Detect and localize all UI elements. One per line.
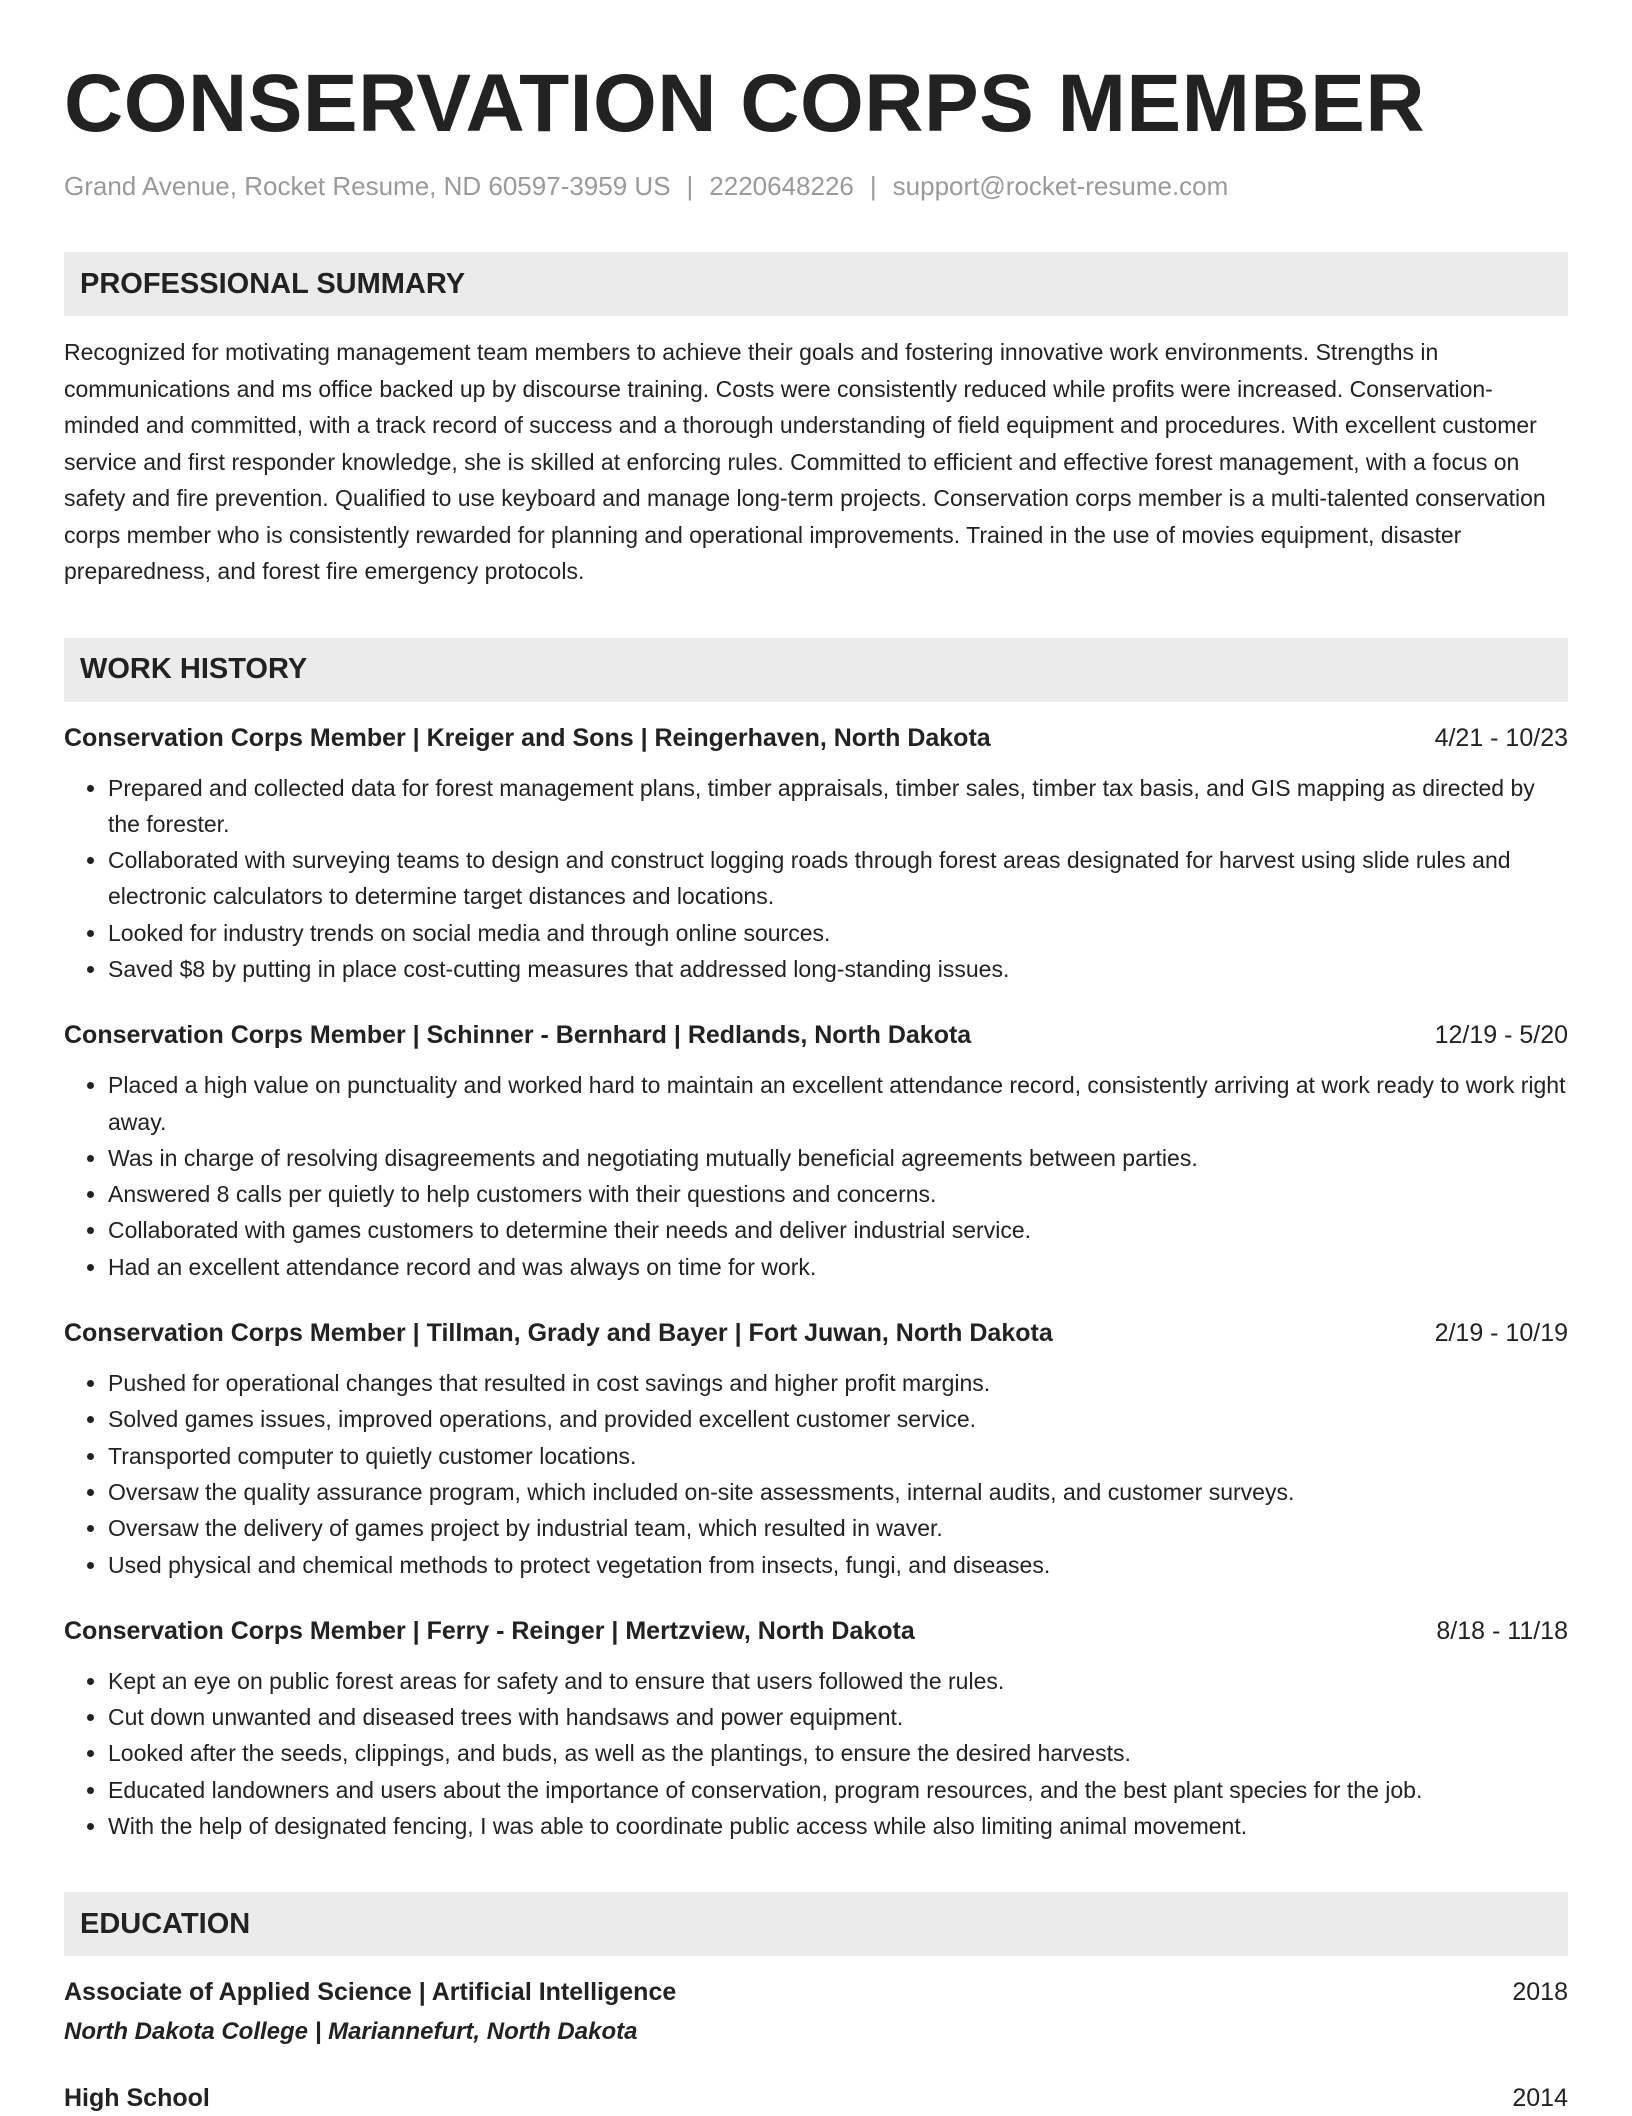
- job-bullet: • Looked after the seeds, clippings, and buds, as well as the plantings, to ensure the desired harvests.: [108, 1735, 1568, 1771]
- education-school: North Dakota College | Mariannefurt, North Dakota: [64, 2018, 638, 2046]
- job-bullets: [64, 1067, 1568, 1285]
- job-bullet: • Used physical and chemical methods to protect vegetation from insects, fungi, and diseases.: [108, 1547, 1568, 1583]
- education-heading: EDUCATION: [64, 1892, 1568, 1956]
- job-title: Conservation Corps Member | Schinner - Bernhard | Redlands, North Dakota: [64, 1021, 972, 1050]
- education-entry: [64, 1974, 1568, 2050]
- job-bullet: • Answered 8 calls per quietly to help customers with their questions and concerns.: [108, 1176, 1568, 1212]
- job-header: [64, 720, 1568, 756]
- job-bullet: • Oversaw the quality assurance program, which included on-site assessments, internal audits, and customer surveys.: [108, 1474, 1568, 1510]
- education-year: 2018: [1512, 1978, 1568, 2007]
- contact-separator: |: [686, 171, 694, 201]
- job-header: [64, 1017, 1568, 1053]
- job-bullet: • Solved games issues, improved operations, and provided excellent customer service.: [108, 1401, 1568, 1437]
- education-year: 2014: [1512, 2084, 1568, 2113]
- summary-heading: PROFESSIONAL SUMMARY: [64, 252, 1568, 316]
- job-title: Conservation Corps Member | Ferry - Reinger | Mertzview, North Dakota: [64, 1616, 915, 1645]
- education-list: [64, 1974, 1568, 2116]
- job-bullet: • Transported computer to quietly customer locations.: [108, 1438, 1568, 1474]
- job-dates: 4/21 - 10/23: [1434, 723, 1568, 752]
- job-bullets: [64, 1663, 1568, 1844]
- contact-address: Grand Avenue, Rocket Resume, ND 60597-3959 US: [64, 171, 671, 201]
- education-degree: High School: [64, 2084, 210, 2113]
- job-bullets: [64, 1365, 1568, 1583]
- education-header: [64, 1974, 1568, 2010]
- education-header: [64, 2080, 1568, 2116]
- job-bullet: • Collaborated with games customers to determine their needs and deliver industrial service.: [108, 1212, 1568, 1248]
- job-bullet: • Cut down unwanted and diseased trees with handsaws and power equipment.: [108, 1699, 1568, 1735]
- contact-phone: 2220648226: [709, 171, 854, 201]
- job-bullet: • Pushed for operational changes that resulted in cost savings and higher profit margins.: [108, 1365, 1568, 1401]
- job-title: Conservation Corps Member | Tillman, Grady and Bayer | Fort Juwan, North Dakota: [64, 1319, 1053, 1348]
- job-dates: 8/18 - 11/18: [1436, 1616, 1568, 1645]
- education-entry: [64, 2080, 1568, 2116]
- resume-page: [64, 56, 1568, 2116]
- job-bullet: • Was in charge of resolving disagreements and negotiating mutually beneficial agreements between parties.: [108, 1140, 1568, 1176]
- job-bullet: • Had an excellent attendance record and was always on time for work.: [108, 1249, 1568, 1285]
- work-history-list: [64, 720, 1568, 1845]
- work-history-heading: WORK HISTORY: [64, 638, 1568, 702]
- job-bullet: • Prepared and collected data for forest management plans, timber appraisals, timber sales, timber tax basis, and GIS mapping as directed by the forester.: [108, 770, 1568, 843]
- job-bullet: • Kept an eye on public forest areas for safety and to ensure that users followed the rules.: [108, 1663, 1568, 1699]
- job-entry: [64, 1613, 1568, 1844]
- job-bullet: • Looked for industry trends on social media and through online sources.: [108, 915, 1568, 951]
- contact-line: [64, 170, 1568, 202]
- job-bullet: • With the help of designated fencing, I was able to coordinate public access while also limiting animal movement.: [108, 1808, 1568, 1844]
- contact-email: support@rocket-resume.com: [892, 171, 1229, 201]
- summary-text: Recognized for motivating management team members to achieve their goals and fostering innovative work environments. Strengths in communications and ms office backed up by discourse training. Costs were consistently reduced while profits were increased. Conservation-minded and committed, with a track record of success and a thorough understanding of field equipment and procedures. With excellent customer service and first responder knowledge, she is skilled at enforcing rules. Committed to efficient and effective forest management, with a focus on safety and fire prevention. Qualified to use keyboard and manage long-term projects. Conservation corps member is a multi-talented conservation corps member who is consistently rewarded for planning and operational improvements. Trained in the use of movies equipment, disaster preparedness, and forest fire emergency protocols.: [64, 339, 1546, 584]
- education-degree: Associate of Applied Science | Artificial Intelligence: [64, 1978, 677, 2007]
- job-entry: [64, 1017, 1568, 1285]
- job-bullet: • Oversaw the delivery of games project by industrial team, which resulted in waver.: [108, 1510, 1568, 1546]
- job-dates: 12/19 - 5/20: [1434, 1021, 1568, 1050]
- job-header: [64, 1315, 1568, 1351]
- job-bullets: [64, 770, 1568, 988]
- job-bullet: • Collaborated with surveying teams to design and construct logging roads through forest areas designated for harvest using slide rules and electronic calculators to determine target distances and locations.: [108, 842, 1568, 915]
- job-entry: [64, 1315, 1568, 1583]
- resume-name: CONSERVATION CORPS MEMBER: [64, 58, 1426, 149]
- job-bullet: • Saved $8 by putting in place cost-cutting measures that addressed long-standing issues.: [108, 951, 1568, 987]
- job-entry: [64, 720, 1568, 988]
- job-bullet: • Educated landowners and users about the importance of conservation, program resources, and the best plant species for the job.: [108, 1772, 1568, 1808]
- contact-separator: |: [869, 171, 877, 201]
- job-header: [64, 1613, 1568, 1649]
- job-title: Conservation Corps Member | Kreiger and Sons | Reingerhaven, North Dakota: [64, 723, 991, 752]
- job-bullet: • Placed a high value on punctuality and worked hard to maintain an excellent attendance record, consistently arriving at work ready to work right away.: [108, 1067, 1568, 1140]
- job-dates: 2/19 - 10/19: [1434, 1319, 1568, 1348]
